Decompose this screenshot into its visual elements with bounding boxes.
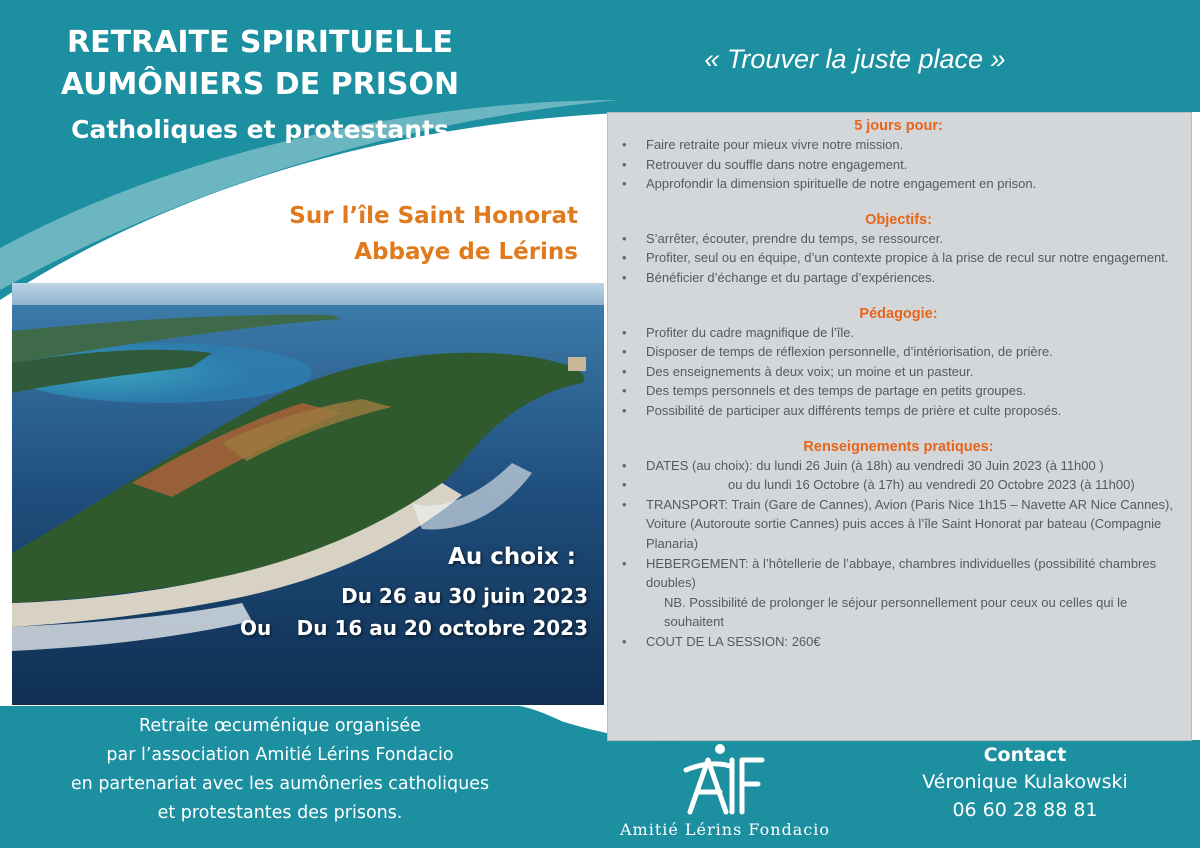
contact-block (880, 742, 1170, 824)
choice-heading: Au choix : (448, 544, 576, 570)
list-item: • S’arrêter, écouter, prendre du temps, se ressourcer. (620, 229, 1177, 249)
list-item: • Des temps personnels et des temps de partage en petits groupes. (620, 381, 1177, 401)
section-title: Renseignements pratiques: (803, 438, 994, 455)
contact-name: Véronique Kulakowski (922, 771, 1128, 793)
tagline: « Trouver la juste place » (704, 44, 1006, 74)
section-title: Pédagogie: (859, 305, 938, 322)
list-item: • Disposer de temps de réflexion personnelle, d’intériorisation, de prière. (620, 342, 1177, 362)
section-title: 5 jours pour: (854, 118, 943, 134)
bullet-list (620, 229, 1177, 288)
section-pedagogy (620, 305, 1177, 421)
location-line-1: Sur l’île Saint Honorat (289, 203, 578, 229)
organizer-line: par l’association Amitié Lérins Fondacio (106, 745, 454, 765)
list-item: • Profiter du cadre magnifique de l’île. (620, 323, 1177, 343)
date-option-2-prefix: Ou (240, 616, 272, 640)
organizer-line: et protestantes des prisons. (157, 803, 403, 823)
section-practical-info (620, 438, 1177, 652)
dates-overlay (236, 540, 588, 644)
date-option-1-text: Du 26 au 30 juin 2023 (341, 584, 588, 608)
list-item: • HEBERGEMENT: à l’hôtellerie de l’abbaye, chambres individuelles (possibilité chambres doubles) (620, 554, 1177, 593)
location-block (218, 198, 578, 270)
logo-text: Amitié Lérins Fondacio (619, 820, 831, 839)
page-subtitle: Catholiques et protestants (71, 115, 449, 144)
list-item: • Des enseignements à deux voix; un moine et un pasteur. (620, 362, 1177, 382)
section-five-days (620, 117, 1177, 194)
organizer-line: en partenariat avec les aumôneries catholiques (70, 774, 490, 794)
list-item: • DATES (au choix): du lundi 26 Juin (à 18h) au vendredi 30 Juin 2023 (à 11h00 ) (620, 456, 1177, 476)
list-item: • ou du lundi 16 Octobre (à 17h) au vendredi 20 Octobre 2023 (à 11h00) (620, 475, 1177, 495)
list-item-note: NB. Possibilité de prolonger le séjour personnellement pour ceux ou celles qui le souhaitent (664, 594, 1128, 630)
contact-phone: 06 60 28 88 81 (952, 799, 1098, 821)
alf-logo-icon (680, 740, 770, 818)
page-title-line-2: AUMÔNIERS DE PRISON (60, 67, 460, 102)
date-option-2 (236, 612, 588, 644)
list-item: • Approfondir la dimension spirituelle de notre engagement en prison. (620, 174, 1177, 194)
section-objectives (620, 211, 1177, 288)
list-item: • TRANSPORT: Train (Gare de Cannes), Avion (Paris Nice 1h15 – Navette AR Nice Cannes), Voiture (Autoroute sortie Cannes) puis acces à l’île Saint Honorat par bateau (Compagnie Planaria) (620, 495, 1177, 554)
info-box (607, 112, 1192, 741)
list-item: • Possibilité de participer aux différents temps de prière et culte proposés. (620, 401, 1177, 421)
alf-logo (610, 740, 840, 848)
list-item: • COUT DE LA SESSION: 260€ (620, 632, 1177, 652)
date-option-1 (236, 580, 588, 612)
title-block (40, 22, 480, 150)
contact-title: Contact (983, 744, 1067, 766)
page-title-line-1: RETRAITE SPIRITUELLE (66, 25, 453, 60)
date-option-2-text: Du 16 au 20 octobre 2023 (296, 616, 588, 640)
organizer-line: Retraite œcuménique organisée (139, 716, 421, 736)
location-line-2: Abbaye de Lérins (354, 239, 578, 265)
list-item: • Faire retraite pour mieux vivre notre mission. (620, 135, 1177, 155)
bullet-list (620, 323, 1177, 421)
date-option-1-prefix (236, 580, 286, 612)
section-title: Objectifs: (865, 211, 932, 228)
list-item: • Profiter, seul ou en équipe, d’un contexte propice à la prise de recul sur notre engagement. (620, 248, 1177, 268)
organizer-note (40, 712, 520, 828)
bullet-list (620, 456, 1177, 652)
list-item: • Retrouver du souffle dans notre engagement. (620, 155, 1177, 175)
list-item: • Bénéficier d’échange et du partage d’expériences. (620, 268, 1177, 288)
bullet-list (620, 135, 1177, 194)
